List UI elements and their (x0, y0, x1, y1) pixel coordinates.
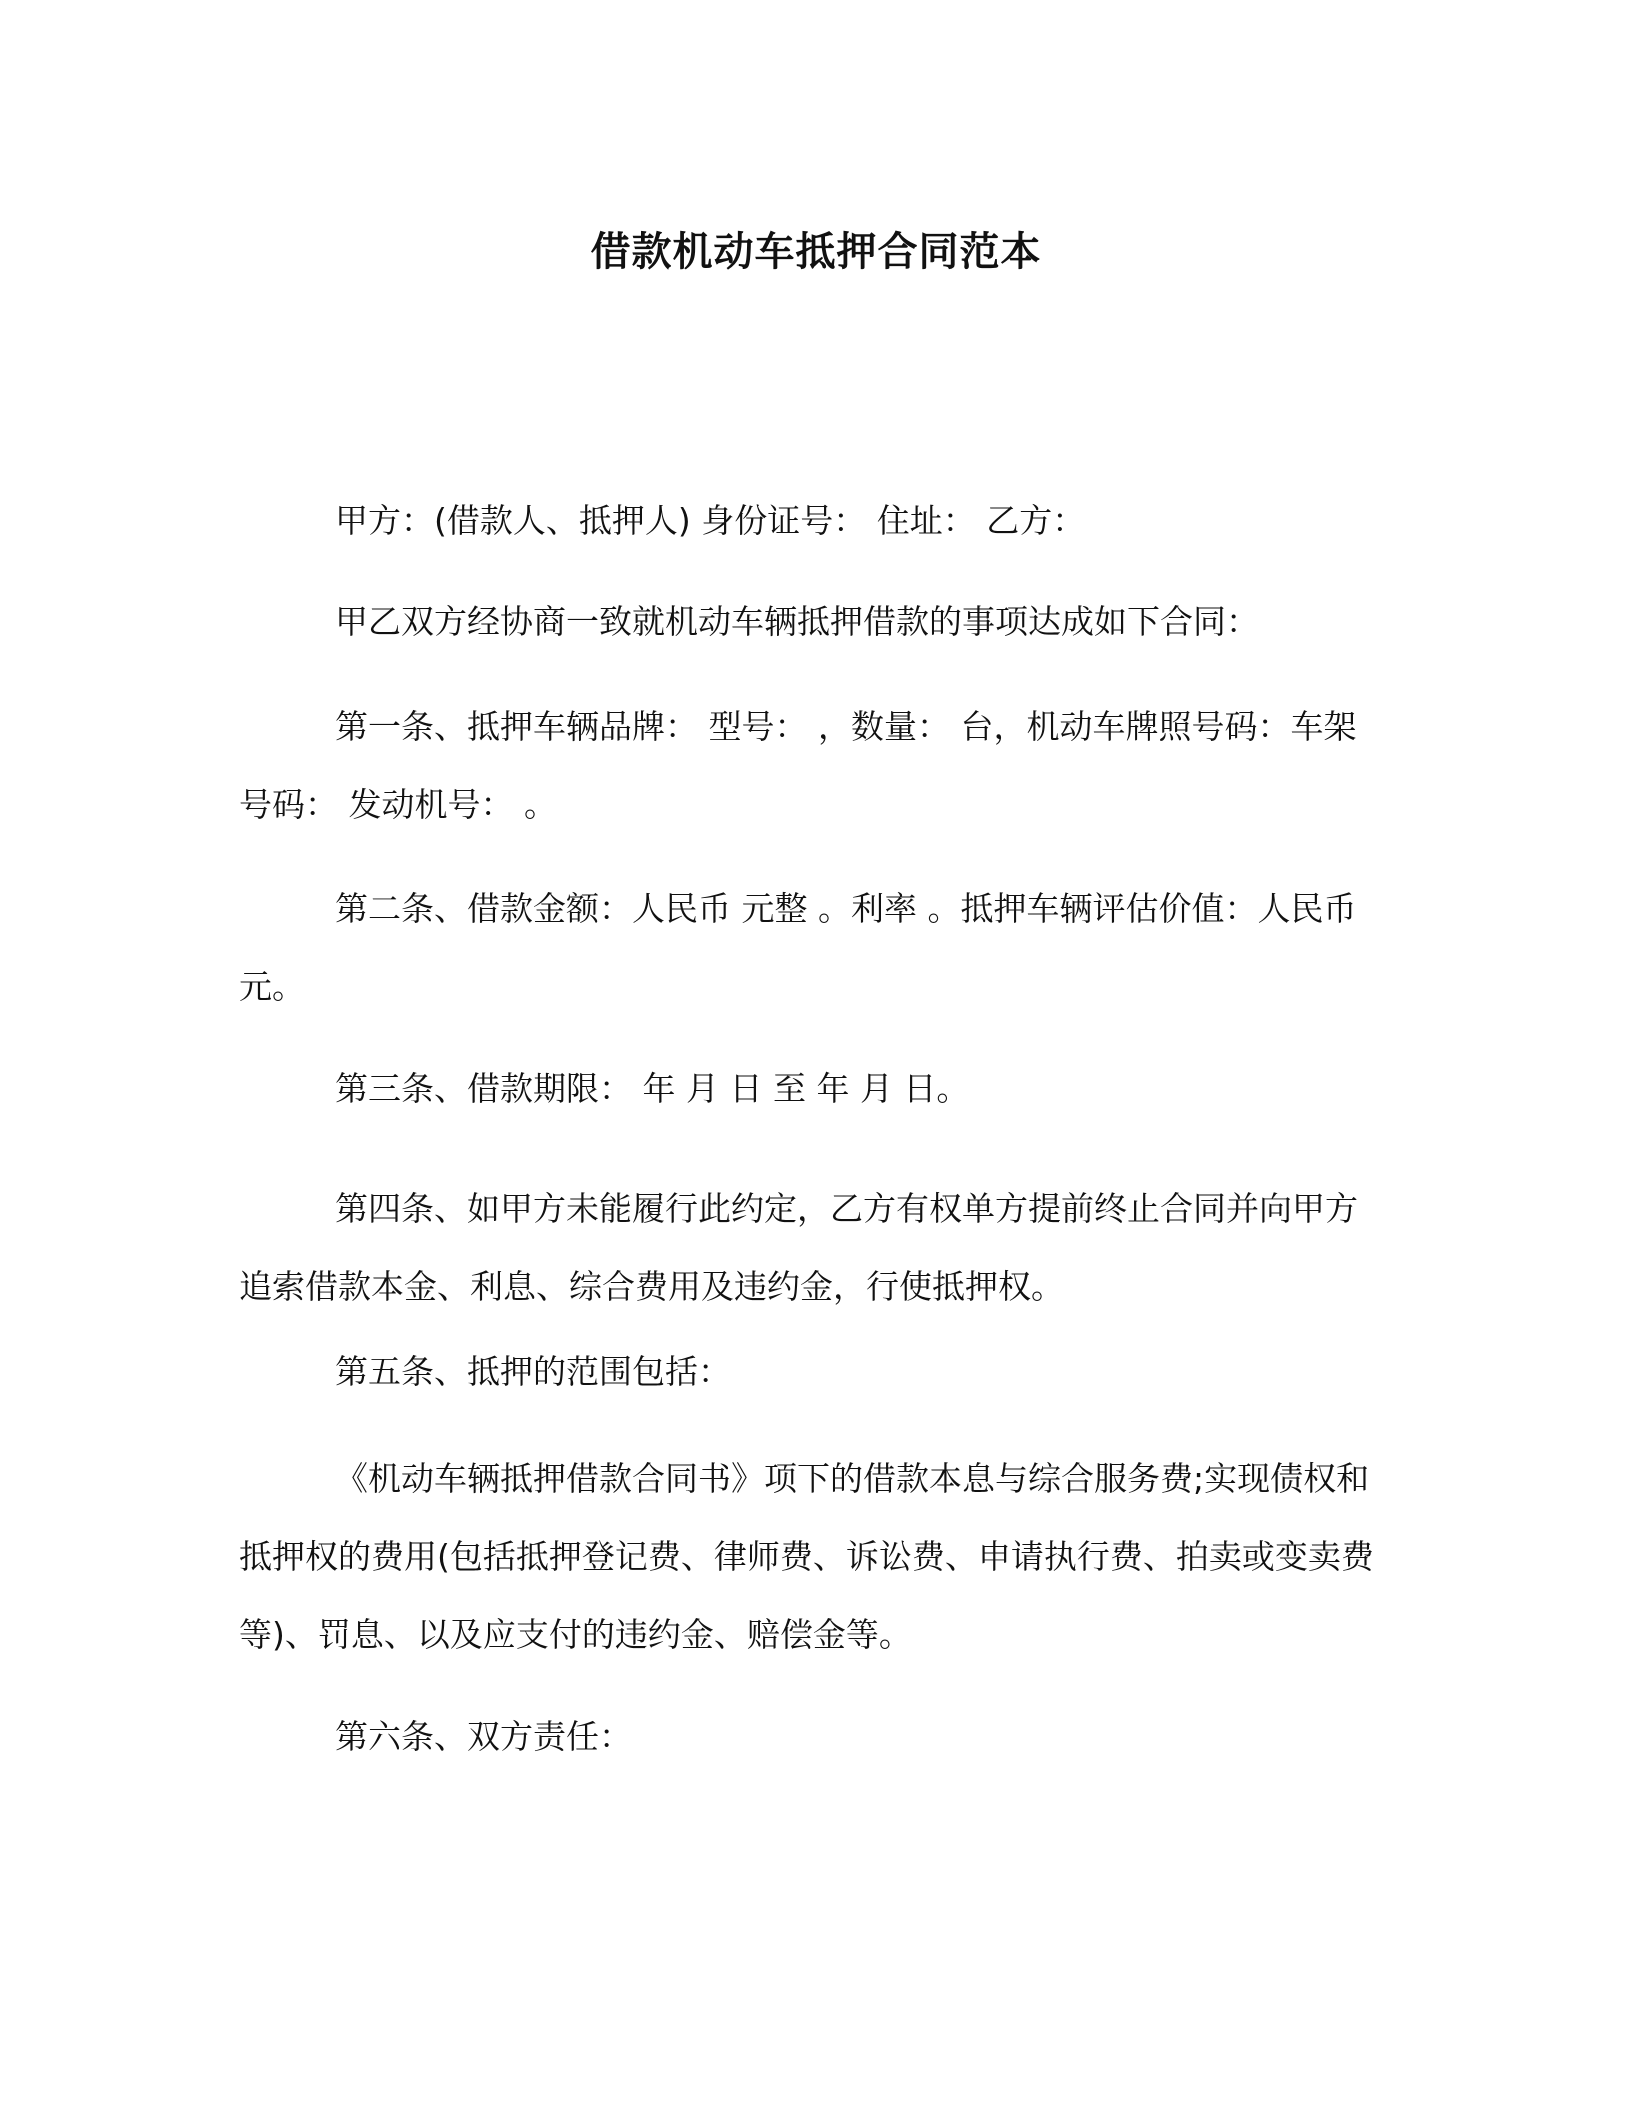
article-1 (239, 688, 1379, 844)
paragraph-parties (239, 482, 1379, 560)
paragraph-agreement (239, 583, 1379, 661)
paragraph-text: 第六条、双方责任： (335, 1717, 632, 1756)
paragraph-text: 甲乙双方经协商一致就机动车辆抵押借款的事项达成如下合同： (335, 602, 1259, 641)
article-5-scope (239, 1440, 1379, 1674)
article-5-heading (239, 1333, 1379, 1411)
paragraph-text: 甲方：(借款人、抵押人) 身份证号： 住址： 乙方： (335, 501, 1086, 540)
paragraph-text: 第二条、借款金额：人民币 元整 。利率 。抵押车辆评估价值：人民币 元。 (239, 889, 1357, 1006)
paragraph-text: 第五条、抵押的范围包括： (335, 1352, 731, 1391)
article-4 (239, 1170, 1379, 1326)
paragraph-text: 第三条、借款期限： 年 月 日 至 年 月 日。 (335, 1069, 970, 1108)
paragraph-text: 第一条、抵押车辆品牌： 型号： ，数量： 台，机动车牌照号码：车架号码： 发动机号： 。 (239, 707, 1357, 824)
paragraph-text: 《机动车辆抵押借款合同书》项下的借款本息与综合服务费;实现债权和抵押权的费用(包括抵押登记费、律师费、诉讼费、申请执行费、拍卖或变卖费等)、罚息、以及应支付的违约金、赔偿金等。 (239, 1459, 1374, 1654)
article-2 (239, 870, 1379, 1026)
article-3 (239, 1050, 1379, 1128)
paragraph-text: 第四条、如甲方未能履行此约定，乙方有权单方提前终止合同并向甲方追索借款本金、利息、综合费用及违约金，行使抵押权。 (239, 1189, 1358, 1306)
document-title: 借款机动车抵押合同范本 (590, 229, 1042, 275)
article-6-heading (239, 1698, 1379, 1776)
